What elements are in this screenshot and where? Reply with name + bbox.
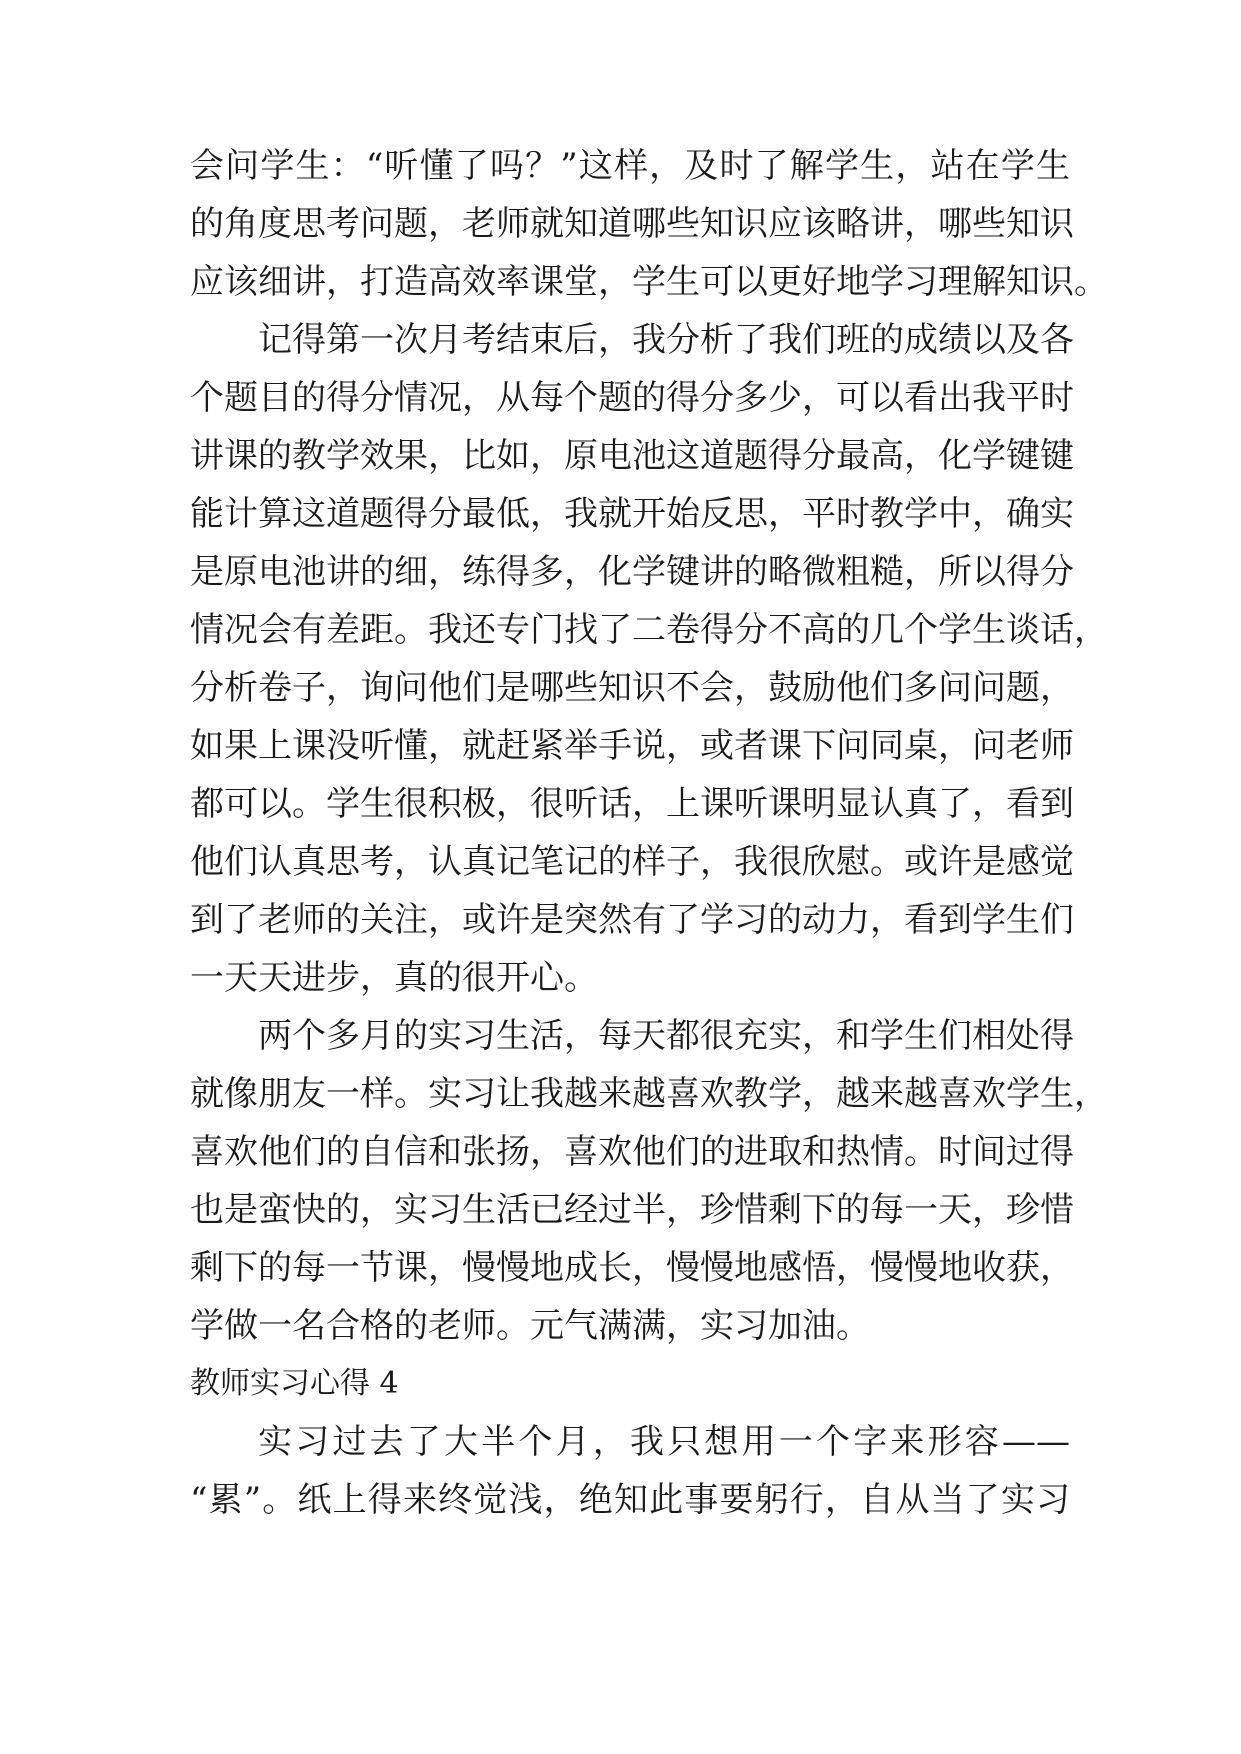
text-line: 到了老师的关注，或许是突然有了学习的动力，看到学生们 [190, 900, 1074, 940]
text-line: 喜欢他们的自信和张扬，喜欢他们的进取和热情。时间过得 [190, 1132, 1074, 1172]
text-line: 学做一名合格的老师。元气满满，实习加油。 [190, 1306, 870, 1346]
text-line: 都可以。学生很积极，很听话，上课听课明显认真了，看到 [190, 784, 1074, 824]
text-line: 是原电池讲的细，练得多，化学键讲的略微粗糙，所以得分 [190, 552, 1074, 592]
text-line: 应该细讲，打造高效率课堂，学生可以更好地学习理解知识。 [190, 262, 1108, 302]
text-line: 他们认真思考，认真记笔记的样子，我很欣慰。或许是感觉 [190, 842, 1074, 882]
text-line: 剩下的每一节课，慢慢地成长，慢慢地感悟，慢慢地收获， [190, 1248, 1074, 1288]
text-line: 记得第一次月考结束后，我分析了我们班的成绩以及各 [258, 320, 1074, 360]
text-line: 情况会有差距。我还专门找了二卷得分不高的几个学生谈话， [190, 610, 1108, 650]
text-line: 也是蛮快的，实习生活已经过半，珍惜剩下的每一天，珍惜 [190, 1190, 1074, 1230]
text-line: 实习过去了大半个月，我只想用一个字来形容—— [258, 1422, 1070, 1462]
text-line: 就像朋友一样。实习让我越来越喜欢教学，越来越喜欢学生， [190, 1074, 1108, 1114]
text-line: 一天天进步，真的很开心。 [190, 958, 598, 998]
text-line: 能计算这道题得分最低，我就开始反思，平时教学中，确实 [190, 494, 1074, 534]
text-line: 分析卷子，询问他们是哪些知识不会，鼓励他们多问问题， [190, 668, 1074, 708]
text-line: 如果上课没听懂，就赶紧举手说，或者课下问同桌，问老师 [190, 726, 1074, 766]
text-line: 的角度思考问题，老师就知道哪些知识应该略讲，哪些知识 [190, 204, 1074, 244]
text-line: 两个多月的实习生活，每天都很充实，和学生们相处得 [258, 1016, 1074, 1056]
text-line: 个题目的得分情况，从每个题的得分多少，可以看出我平时 [190, 378, 1074, 418]
text-line: 讲课的教学效果，比如，原电池这道题得分最高，化学键键 [190, 436, 1074, 476]
section-heading: 教师实习心得 4 [190, 1366, 399, 1401]
text-line: “累”。纸上得来终觉浅，绝知此事要躬行，自从当了实习 [190, 1480, 1070, 1520]
text-line: 会问学生：“听懂了吗？”这样，及时了解学生，站在学生 [190, 146, 1070, 186]
